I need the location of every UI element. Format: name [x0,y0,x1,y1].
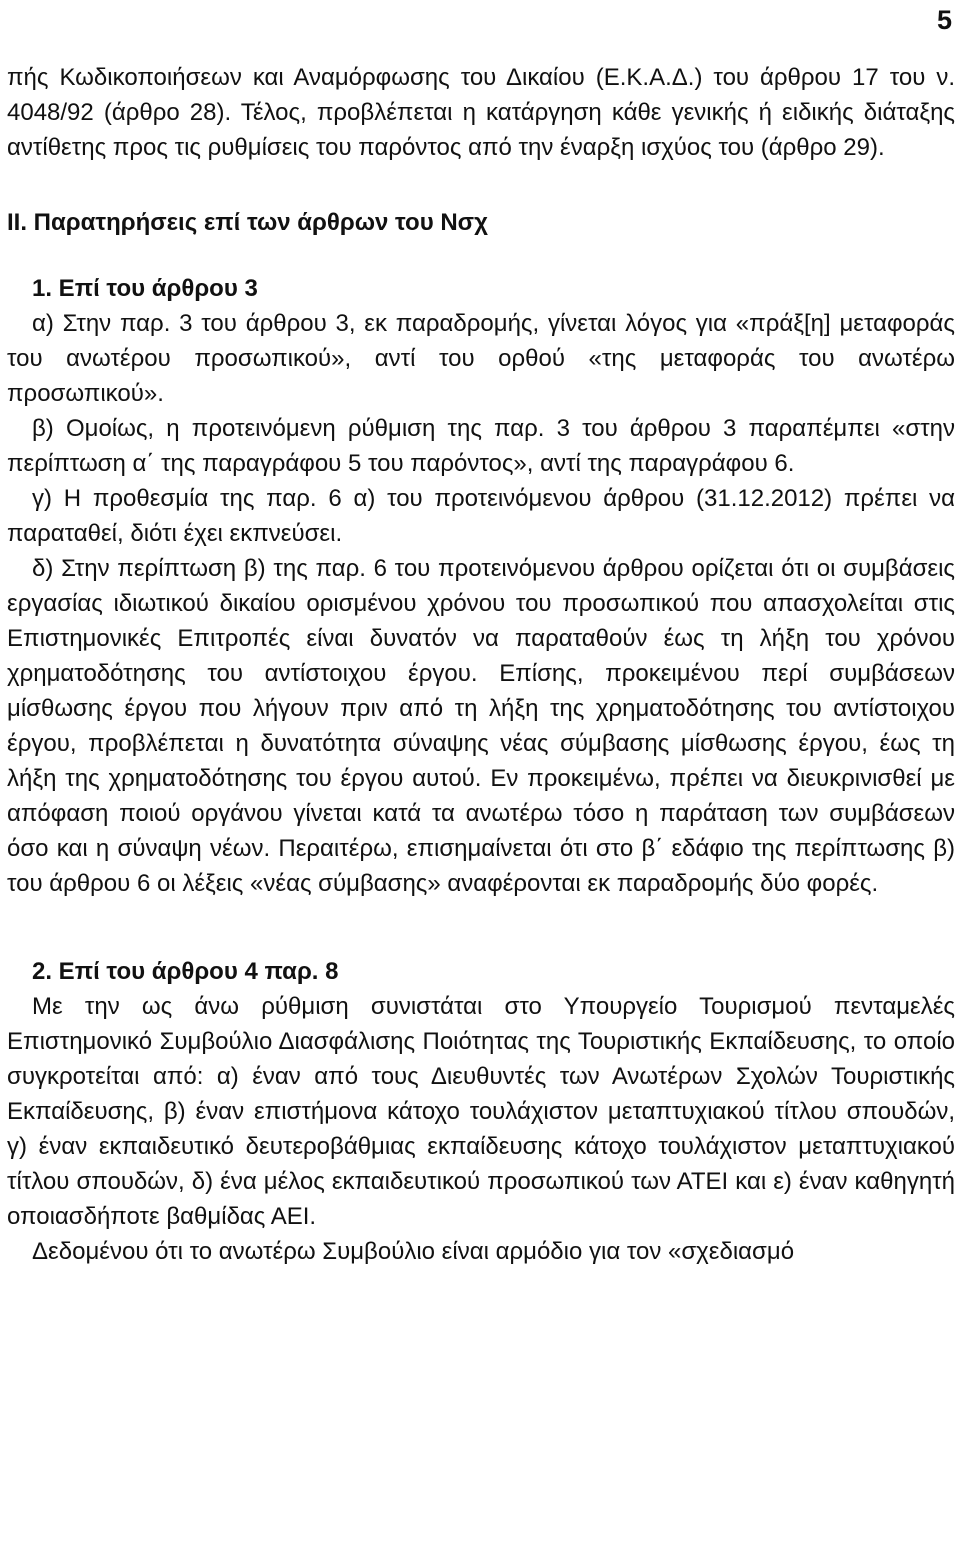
section-heading: II. Παρατηρήσεις επί των άρθρων του Νσχ [7,209,488,236]
paragraph-council: Με την ως άνω ρύθμιση συνιστάται στο Υπουργείο Τουρισμού πενταμελές Επιστημονικό Συμβούλιο Διασφάλισης Ποιότητας της Τουριστικής Εκπαίδευσης, το οποίο συγκροτείται από: α) έναν από τους Διευθυντές των Ανωτέρων Σχολών Τουριστικής Εκπαίδευσης, β) έναν επιστήμονα κάτοχο τουλάχιστον μεταπτυχιακού τίτλου σπουδών, γ) έναν εκπαιδευτικό δευτεροβάθμιας εκπαίδευσης κάτοχο τουλάχιστον μεταπτυχιακού τίτλου σπουδών, δ) ένα μέλος εκπαιδευτικού προσωπικού των ΑΤΕΙ και ε) έναν καθηγητή οποιασδήποτε βαθμίδας ΑΕΙ. [7,993,955,1230]
subsection-2-heading: 2. Επί του άρθρου 4 παρ. 8 [32,958,339,985]
paragraph-gamma: γ) Η προθεσμία της παρ. 6 α) του προτεινόμενου άρθρου (31.12.2012) πρέπει να παραταθεί, διότι έχει εκπνεύσει. [7,485,955,547]
subsection-1-heading: 1. Επί του άρθρου 3 [32,275,258,302]
page-number: 5 [936,5,952,35]
paragraph-delta: δ) Στην περίπτωση β) της παρ. 6 του προτεινόμενου άρθρου ορίζεται ότι οι συμβάσεις εργασίας ιδιωτικού δικαίου ορισμένου χρόνου του προσωπικού που απασχολείται στις Επιστημονικές Επιτροπές είναι δυνατόν να παραταθούν έως τη λήξη του χρόνου χρηματοδότησης του αντίστοιχου έργου. Επίσης, προκειμένου περί συμβάσεων μίσθωσης έργου που λήγουν πριν από τη λήξη της χρηματοδότησης του αντίστοιχου έργου, προβλέπεται η δυνατότητα σύναψης νέας σύμβασης μίσθωσης έργου, έως τη λήξη της χρηματοδότησης του έργου αυτού. Εν προκειμένω, πρέπει να διευκρινισθεί με απόφαση ποιού οργάνου γίνεται κατά τα ανωτέρω τόσο η παράταση των συμβάσεων όσο και η σύναψη νέων. Περαιτέρω, επισημαίνεται ότι στο β΄ εδάφιο της περίπτωσης β) του άρθρου 6 οι λέξεις «νέας σύμβασης» αναφέρονται εκ παραδρομής δύο φορές. [7,555,955,897]
paragraph-beta: β) Ομοίως, η προτεινόμενη ρύθμιση της παρ. 3 του άρθρου 3 παραπέμπει «στην περίπτωση α΄ της παραγράφου 5 του παρόντος», αντί της παραγράφου 6. [7,415,955,477]
intro-paragraph: πής Κωδικοποιήσεων και Αναμόρφωσης του Δικαίου (Ε.Κ.Α.Δ.) του άρθρου 17 του ν. 4048/92 (άρθρο 28). Τέλος, προβλέπεται η κατάργηση κάθε γενικής ή ειδικής διάταξης αντίθετης προς τις ρυθμίσεις του παρόντος από την έναρξη ισχύος του (άρθρο 29). [7,64,955,161]
paragraph-alpha: α) Στην παρ. 3 του άρθρου 3, εκ παραδρομής, γίνεται λόγος για «πράξ[η] μεταφοράς του ανωτέρου προσωπικού», αντί του ορθού «της μεταφοράς του ανωτέρω προσωπικού». [7,310,955,407]
document-body [7,60,955,1269]
paragraph-continuation: Δεδομένου ότι το ανωτέρω Συμβούλιο είναι αρμόδιο για τον «σχεδιασμό [32,1238,795,1265]
